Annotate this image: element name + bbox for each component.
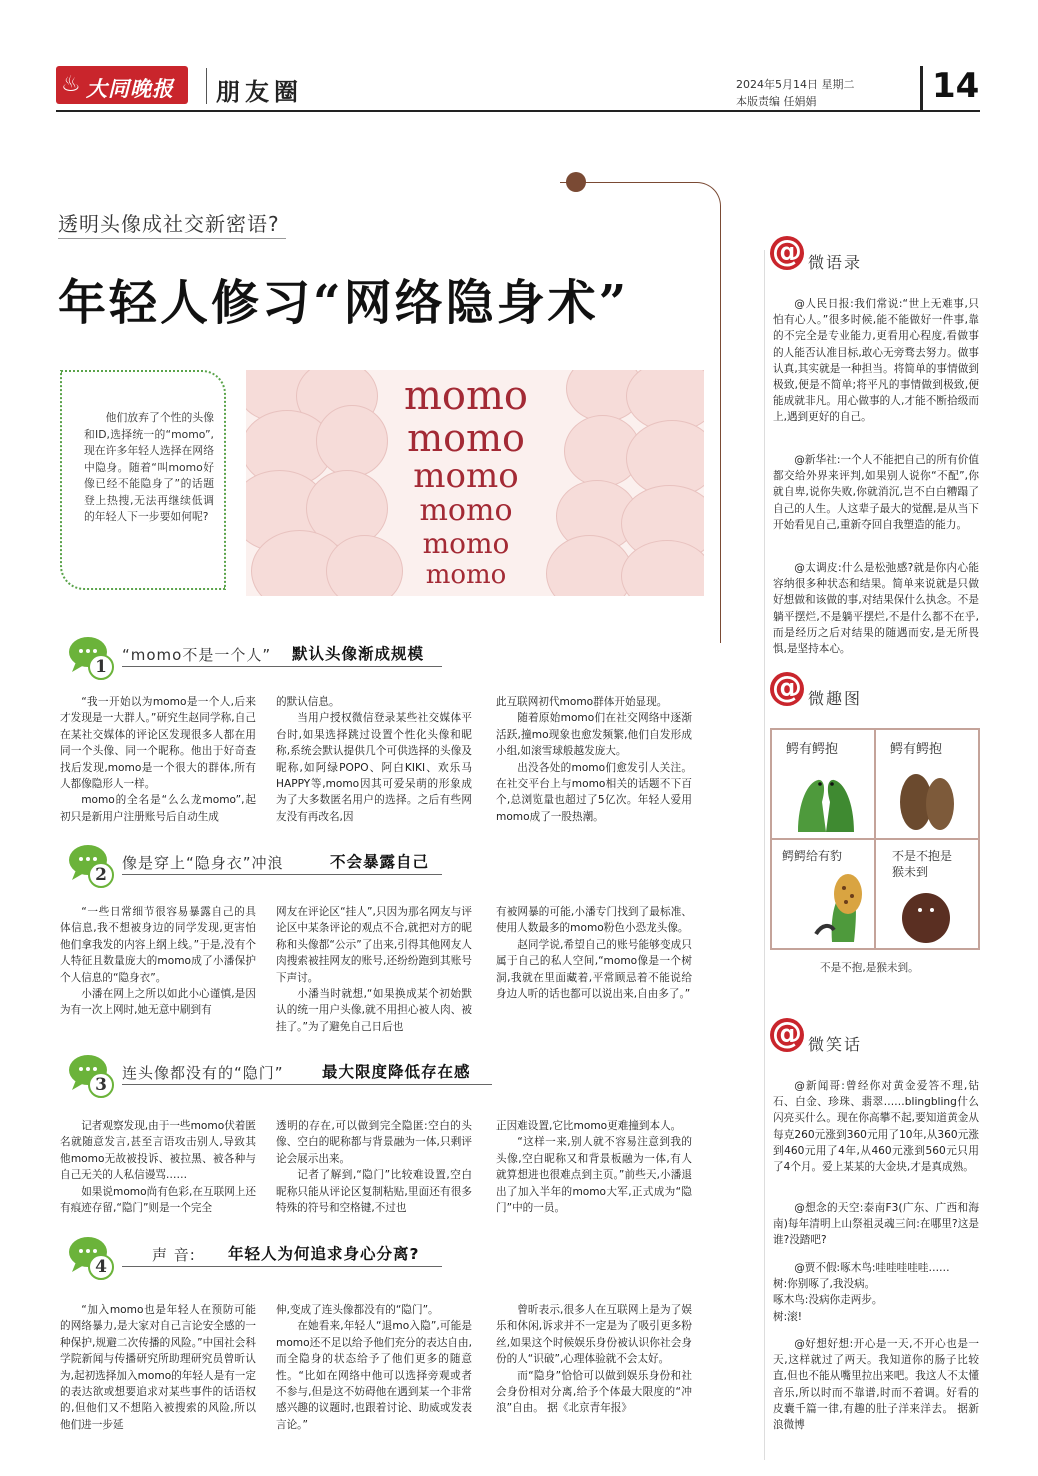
intro-text: 他们放弃了个性的头像和ID,选择统一的“momo”,现在许多年轻人选择在网络中隐身。随着“叫momo好像已经不能隐身了”的话题登上热搜,无法再继续低调的年轻人下一步要如何呢? [84, 411, 214, 523]
section-title-a: 像是穿上“隐身衣”冲浪 [122, 854, 284, 872]
section-title-a: “momo不是一个人” [122, 646, 272, 664]
kicker-rule [58, 238, 286, 239]
section-title-a: 连头像都没有的“隐门” [122, 1064, 284, 1082]
sidebar-divider [764, 250, 765, 1460]
quotes-label: 微语录 [808, 253, 863, 272]
section-1-column-1 [60, 694, 256, 825]
momo-image [246, 370, 704, 596]
momo-word: momo [419, 493, 513, 528]
section-2-column-1 [60, 904, 256, 1019]
paragraph: 网友在评论区“挂人”,只因为那名网友与评论区中某条评论的观点不合,就把对方的昵称和头像都“公示”了出来,引得其他网友人肉搜索被挂网友的账号,还纷纷跑到其账号下声讨。 [276, 906, 472, 984]
section-2-column-3 [496, 904, 692, 1002]
paragraph: 赵同学说,希望自己的账号能够变成只属于自己的私人空间,“momo像是一个树洞,我就在里面藏着,平常顾忌着不能说给身边人听的话也都可以说出来,自由多了。” [496, 938, 692, 1001]
section-title-a: 声 音: [152, 1246, 196, 1264]
section-underline [122, 1266, 442, 1267]
section-underline [122, 666, 442, 667]
mussels-drawing [890, 762, 966, 834]
paragraph: momo的全名是“么么龙momo”,起初只是新用户注册账号后自动生成 [60, 794, 256, 823]
section-name: 朋友圈 [216, 77, 303, 106]
logo-text: 大同晚报 [86, 76, 174, 101]
comic-divider-h [772, 838, 978, 840]
momo-word: momo [407, 416, 525, 460]
paragraph: 的默认信息。 [276, 696, 340, 708]
paragraph: 如果说momo尚有色彩,在互联网上还有痕迹存留,“隐门”则是一个完全 [60, 1185, 256, 1215]
quote-item: @人民日报:我们常说:“世上无难事,只怕有心人。”很多时候,能不能做好一件事,靠的不完全是专业能力,更看用心程度,看做事的人能否认准目标,敢心无旁骛去努力。做事认真,其实就是一种担当。将简单的事情做到极致,便是不简单;将平凡的事情做到极致,便能成就非凡。用心做事的人,才能不断拾级而上,遇到更好的自己。 [773, 298, 979, 424]
joke-item: @贾不假:啄木鸟:哇哇哇哇哇…… 树:你别啄了,我没病。 啄木鸟:没病你走两步。 树:滚! [773, 1262, 950, 1323]
section-underline [122, 1084, 492, 1085]
section-2-header [68, 844, 468, 888]
section-4-column-2 [276, 1302, 472, 1433]
joke-item: @好想好想:开心是一天,不开心也是一天,这样就过了两天。我知道你的肠子比较直,但也不能从嘴里拉出来吧。我这人不太懂音乐,所以时而不靠谱,时而不着调。好看的皮囊千篇一律,有趣的肚子洋来洋去。 据新浪微博 [773, 1338, 979, 1432]
decor-dot [566, 172, 586, 192]
monkey-drawing [896, 886, 956, 944]
section-3-column-3 [496, 1118, 692, 1216]
paragraph: 当用户授权微信登录某些社交媒体平台时,如果选择跳过设置个性化头像和昵称,系统会默认提供几个可供选择的头像及昵称,如阿绿POPO、阿白KIKI、欢乐马HAPPY等,momo因其可爱呆萌的形象成为了大多数匿名用户的选择。之后有些网友没有再改名,因 [276, 712, 472, 823]
section-title-b: 最大限度降低存在感 [322, 1063, 471, 1081]
at-sign-icon: @ [772, 1016, 802, 1051]
section-number: 3 [88, 1072, 114, 1098]
section-4-header [68, 1236, 468, 1280]
paragraph: “一些日常细节很容易暴露自己的具体信息,我不想被身边的同学发现,更害怕他们拿我发的内容上纲上线。”于是,没有个人特征且数量庞大的momo成了小潘保护个人信息的“隐身衣”。 [60, 906, 256, 984]
paragraph: 记者了解到,“隐门”比较难设置,空白昵称只能从评论区复制粘贴,里面还有很多特殊的符号和空格键,不过也 [276, 1169, 472, 1215]
paragraph: 曾昕表示,很多人在互联网上是为了娱乐和休闲,诉求并不一定是为了吸引更多粉丝,如果这个时候娱乐身份被认识你社会身份的人“识破”,心理体验就不会太好。 [496, 1304, 692, 1366]
section-title-b: 年轻人为何追求身心分离? [228, 1245, 420, 1263]
paragraph: “这样一来,别人就不容易注意到我的头像,空白昵称又和背景板融为一体,有人就算想进也很难点到主页。”前些天,小潘退出了加入半年的momo大军,正式成为“隐门”中的一员。 [496, 1136, 692, 1215]
section-2-column-2 [276, 904, 472, 1035]
section-number: 1 [88, 654, 114, 680]
at-sign-icon: @ [772, 234, 802, 269]
paragraph: 在她看来,年轻人“退mo入隐”,可能是momo还不足以给予他们充分的表达自由,而全隐身的状态给予了他们更多的随意性。“比如在网络中他可以选择旁观或者不参与,但是这不妨碍他在遇到某一个非常感兴趣的议题时,也跟着讨论、助威或发表言论。” [276, 1320, 472, 1431]
paragraph: 透明的存在,可以做到完全隐匿:空白的头像、空白的昵称都与背景融为一体,只剩评论会展示出来。 [276, 1120, 472, 1165]
page-number: 14 [932, 66, 980, 106]
comic-panel-text: 鳄有鳄抱 [890, 742, 943, 757]
section-underline [122, 874, 442, 875]
at-sign-icon: @ [772, 670, 802, 705]
paragraph: 伸,变成了连头像都没有的“隐门”。 [276, 1304, 439, 1316]
paragraph: “加入momo也是年轻人在预防可能的网络暴力,是大家对自己言论安全感的一种保护,规避二次传播的风险。”中国社会科学院新闻与传播研究所助理研究员曾昕认为,起初选择加入momo的年轻人是有一定的表达欲或想要追求对某些事件的话语权的,但他们又不想陷入被搜索的风险,所以他们进一步延 [60, 1304, 256, 1431]
section-1-column-2 [276, 694, 472, 825]
section-3-column-2 [276, 1118, 472, 1216]
section-1-column-3 [496, 694, 692, 825]
quote-item: @太调皮:什么是松弛感?就是你内心能容纳很多种状态和结果。简单来说就是只做好想做和该做的事,对结果保什么执念。不是躺平摆烂,不是躺平摆烂,不是什么都不在乎,而是经历之后对结果的随遇而安,是无所畏惧,是坚持本心。 [773, 562, 979, 656]
masthead-divider [206, 68, 207, 104]
paragraph: 而“隐身”恰恰可以做到娱乐身份和社会身份相对分离,给予个体最大限度的“冲浪”自由。 据《北京青年报》 [496, 1369, 692, 1415]
paragraph: 有被网暴的可能,小潘专门找到了最标准、使用人数最多的momo粉色小恐龙头像。 [496, 906, 692, 935]
paragraph: 小潘在网上之所以如此小心谨慎,是因为有一次上网时,她无意中刷到有 [60, 988, 256, 1017]
momo-word: momo [422, 527, 510, 560]
momo-word: momo [425, 560, 507, 590]
flame-icon: ♨ [61, 72, 81, 97]
section-title-b: 默认头像渐成规模 [292, 645, 425, 663]
page-divider [920, 66, 923, 110]
jokes-label: 微笑话 [808, 1035, 863, 1054]
headline: 年轻人修习“网络隐身术” [58, 275, 630, 331]
comic-panel-text: 鳄鳄给有豹 [782, 849, 843, 863]
section-3-header [68, 1054, 508, 1098]
momo-word-stack [376, 374, 556, 590]
crocodiles-hugging-drawing [788, 762, 864, 834]
fun-label: 微趣图 [808, 689, 863, 708]
page-editor: 本版责编 任娟娟 [736, 95, 817, 108]
paragraph: “我一开始以为momo是一个人,后来才发现是一大群人。”研究生赵同学称,自己在某社交媒体的评论区发现很多人都在用同一个头像、同一个昵称。他出于好奇查找后发现,momo是一个很大的群体,所有人都像隐形人一样。 [60, 696, 256, 791]
joke-item: @新闻哥:曾经你对黄金爱答不理,钻石、白金、珍珠、翡翠……blingbling什么闪亮买什么。现在你高攀不起,要知道黄金从每克260元涨到360元用了10年,从360元涨到460元用了4年,从460元涨到560元只用了4个月。爱上某某的大金块,才是真成熟。 [773, 1080, 979, 1174]
kicker: 透明头像成社交新密语? [58, 212, 280, 236]
section-4-column-1 [60, 1302, 256, 1433]
paragraph: 正因难设置,它比momo更难撞到本人。 [496, 1120, 682, 1132]
masthead [56, 60, 980, 116]
paragraph: 出没各处的momo们愈发引人关注。在社交平台上与momo相关的话题不下百个,总浏览量也超过了5亿次。年轻人爱用momo成了一股热潮。 [496, 761, 692, 823]
comic-panel-text: 不是不抱是猴未到 [892, 849, 953, 879]
momo-word: momo [403, 373, 529, 419]
section-1-header [68, 636, 468, 680]
section-4-column-3 [496, 1302, 692, 1417]
paragraph: 此互联网初代momo群体开始显现。 [496, 696, 668, 708]
comic-image [770, 728, 980, 950]
joke-item: @想念的天空:泰南F3(广东、广西和海南)每年清明上山祭祖灵魂三问:在哪里?这是谁?没踏吧? [773, 1202, 979, 1247]
newspaper-logo [56, 66, 188, 104]
section-number: 2 [88, 862, 114, 888]
intro-box [60, 370, 226, 590]
comic-caption: 不是不抱,是猴未到。 [820, 962, 919, 974]
section-3-column-1 [60, 1118, 256, 1216]
section-title-b: 不会暴露自己 [330, 853, 430, 871]
issue-date: 2024年5月14日 星期二 [736, 78, 855, 91]
paragraph: 记者观察发现,由于一些momo伏着匿名就随意发言,甚至言语攻击别人,导致其他momo无故被投诉、被拉黑、被各种与自己无关的人私信谩骂…… [60, 1120, 256, 1182]
comic-panel-text: 鳄有鳄抱 [786, 742, 839, 757]
section-number: 4 [88, 1254, 114, 1280]
paragraph: 随着原始momo们在社交网络中逐渐活跃,撞mo现象也愈发频繁,他们自发形成小组,如滚雪球般越发庞大。 [496, 712, 692, 758]
crocodile-leopard-drawing [812, 864, 872, 944]
momo-word: momo [413, 456, 519, 496]
paragraph: 小潘当时就想,“如果换成某个初始默认的统一用户头像,就不用担心被人肉、被挂了。”为了避免自己日后也 [276, 988, 472, 1033]
masthead-rule [56, 110, 980, 112]
quote-item: @新华社:一个人不能把自己的所有价值都交给外界来评判,如果别人说你“不配”,你就自卑,说你失败,你就消沉,岂不白白糟蹋了自己的人生。人这辈子最大的觉醒,是从当下开始看见自己,重新夺回自我塑造的能力。 [773, 454, 979, 531]
